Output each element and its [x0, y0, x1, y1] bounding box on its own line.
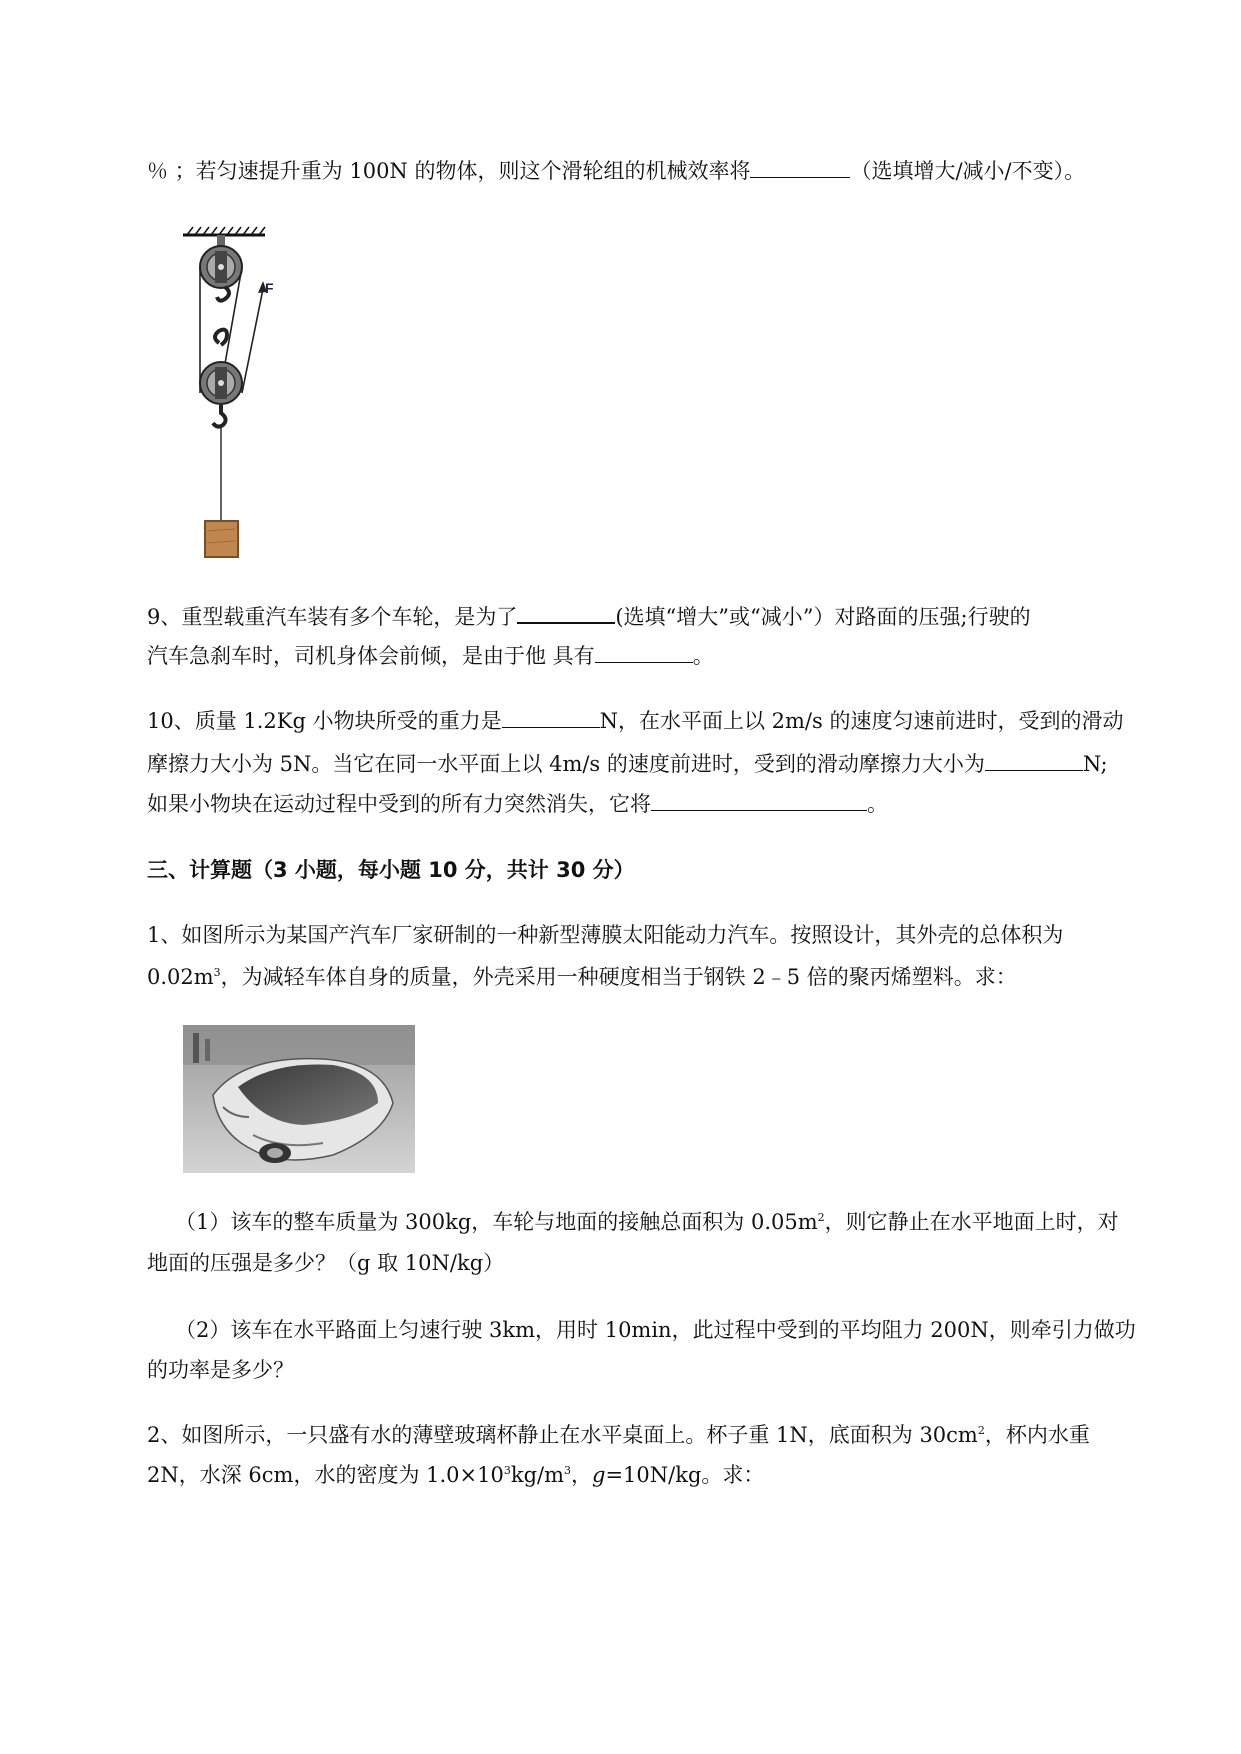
c2-text: ，杯内水重 — [984, 1423, 1090, 1447]
q10-text: 如果小物块在运动过程中受到的所有力突然消失，它将 — [147, 792, 651, 816]
q8-text-after-blank: （选填增大/减小/不变）。 — [850, 159, 1086, 183]
question-9-line-2 — [147, 640, 714, 671]
calc-1-part-1-line-2: 地面的压强是多少？（g 取 10N/kg） — [147, 1251, 505, 1275]
superscript: 2 — [977, 1424, 985, 1437]
question-10-line-2 — [147, 748, 1108, 779]
pulley-system-figure — [175, 225, 285, 565]
q10-text: N，在水平面上以 2m/s 的速度匀速前进时，受到的滑动 — [599, 709, 1124, 733]
answer-blank[interactable] — [595, 640, 693, 663]
c2-text: ， — [571, 1463, 592, 1487]
pulley-diagram — [175, 225, 285, 565]
c1-text: （1）该车的整车质量为 300kg，车轮与地面的接触总面积为 0.05m — [175, 1210, 818, 1234]
calc-1-line-2 — [147, 962, 1017, 992]
answer-blank[interactable] — [651, 788, 867, 811]
answer-blank[interactable] — [517, 600, 615, 624]
section-3-heading: 三、计算题（3 小题，每小题 10 分，共计 30 分） — [147, 858, 635, 882]
q10-text: N; — [1082, 752, 1108, 776]
superscript: 3 — [503, 1464, 511, 1477]
c1-text: 0.02m — [147, 965, 214, 989]
calc-2-line-1 — [147, 1420, 1090, 1450]
question-8-continuation — [147, 155, 1085, 186]
question-10-line-3 — [147, 788, 888, 819]
q9-text: 汽车急刹车时，司机身体会前倾，是由于他 具有 — [147, 644, 595, 668]
superscript: 3 — [564, 1464, 571, 1477]
question-9-line-1 — [147, 600, 1031, 632]
c1-text: ，则它静止在水平地面上时，对 — [824, 1210, 1119, 1234]
c2-text: kg/m — [510, 1463, 564, 1487]
answer-blank[interactable] — [502, 705, 600, 728]
q9-text: (选填“增大”或“减小”）对路面的压强;行驶的 — [615, 605, 1031, 629]
calc-1-part-2-line-1: （2）该车在水平路面上匀速行驶 3km，用时 10min，此过程中受到的平均阻力 200N，则牵引力做功 — [175, 1318, 1136, 1342]
superscript: 2 — [817, 1211, 825, 1224]
force-label: F — [265, 280, 274, 296]
question-10-line-1 — [147, 705, 1123, 736]
superscript: 3 — [213, 966, 221, 979]
car-image — [183, 1025, 415, 1173]
answer-blank[interactable] — [750, 155, 850, 178]
calc-1-part-1-line-1 — [175, 1207, 1119, 1237]
c2-text: 2N，水深 6cm，水的密度为 1.0×10 — [147, 1463, 504, 1487]
c2-text: =10N/kg。求： — [605, 1463, 765, 1487]
calc-2-line-2 — [147, 1460, 764, 1490]
q10-text: 。 — [867, 792, 888, 816]
solar-car-photo — [183, 1025, 415, 1173]
q9-text: 。 — [692, 644, 714, 668]
q9-text: 9、重型载重汽车装有多个车轮，是为了 — [147, 605, 518, 629]
q10-text: 摩擦力大小为 5N。当它在同一水平面上以 4m/s 的速度前进时，受到的滑动摩擦力大小为 — [147, 752, 985, 776]
answer-blank[interactable] — [985, 748, 1083, 771]
q10-text: 10、质量 1.2Kg 小物块所受的重力是 — [147, 709, 502, 733]
q8-text-before-blank: ％ ；若匀速提升重为 100N 的物体，则这个滑轮组的机械效率将 — [147, 159, 751, 183]
calc-1-line-1: 1、如图所示为某国产汽车厂家研制的一种新型薄膜太阳能动力汽车。按照设计，其外壳的总体积为 — [147, 923, 1064, 947]
c2-text: 2、如图所示，一只盛有水的薄壁玻璃杯静止在水平桌面上。杯子重 1N，底面积为 30cm — [147, 1423, 978, 1447]
gravity-symbol: g — [592, 1463, 606, 1487]
c1-text: ，为减轻车体自身的质量，外壳采用一种硬度相当于钢铁 2﹣5 倍的聚丙烯塑料。求： — [220, 965, 1017, 989]
calc-1-part-2-line-2: 的功率是多少？ — [147, 1358, 294, 1382]
